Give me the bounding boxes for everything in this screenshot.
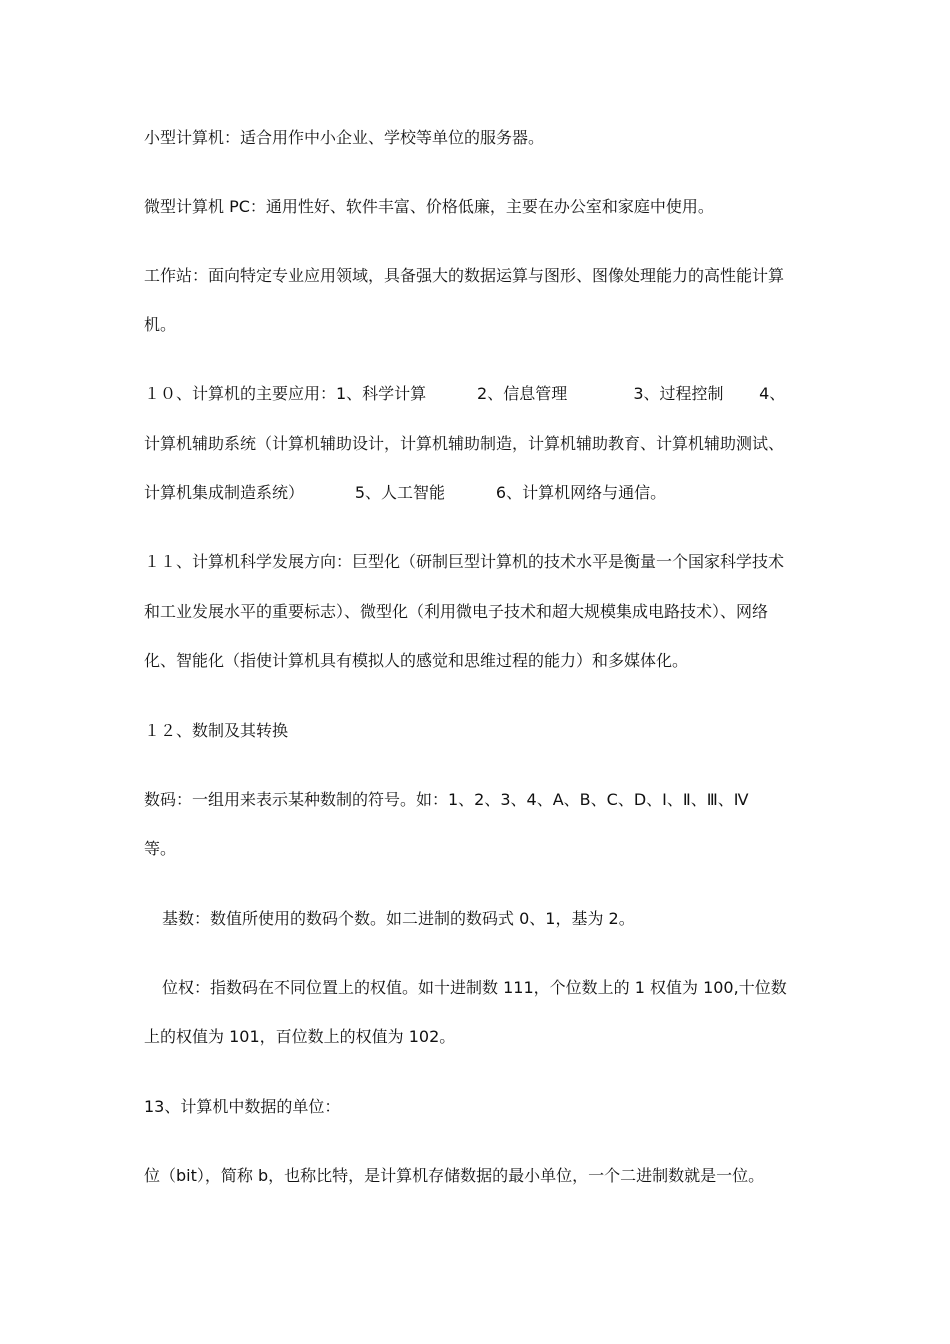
text-line: 微型计算机 PC：通用性好、软件丰富、价格低廉，主要在办公室和家庭中使用。: [144, 197, 714, 216]
text-line: 基数：数值所使用的数码个数。如二进制的数码式 0、1，基为 2。: [162, 909, 635, 928]
text-line: 小型计算机：适合用作中小企业、学校等单位的服务器。: [144, 128, 545, 147]
section-heading: １２、数制及其转换: [144, 721, 289, 740]
text-line: 计算机集成制造系统） 5、人工智能 6、计算机网络与通信。: [144, 483, 667, 502]
text-line: 化、智能化（指使计算机具有模拟人的感觉和思维过程的能力）和多媒体化。: [144, 651, 689, 670]
text-line: 数码：一组用来表示某种数制的符号。如：1、2、3、4、A、B、C、D、Ⅰ、Ⅱ、Ⅲ、Ⅳ: [144, 790, 749, 809]
text-line: 计算机辅助系统（计算机辅助设计，计算机辅助制造，计算机辅助教育、计算机辅助测试、: [144, 434, 785, 453]
text-line: 工作站：面向特定专业应用领域，具备强大的数据运算与图形、图像处理能力的高性能计算: [144, 266, 785, 285]
text-line: 等。: [144, 839, 177, 858]
section-heading: 13、计算机中数据的单位：: [144, 1097, 341, 1116]
text-line: １０、计算机的主要应用：1、科学计算 2、信息管理 3、过程控制 4、: [144, 384, 786, 403]
text-line: 和工业发展水平的重要标志）、微型化（利用微电子技术和超大规模集成电路技术）、网络: [144, 602, 769, 621]
text-line: 上的权值为 101，百位数上的权值为 102。: [144, 1027, 456, 1046]
text-line: 位权：指数码在不同位置上的权值。如十进制数 111，个位数上的 1 权值为 100,十位数: [162, 978, 787, 997]
text-line: 位（bit），简称 b，也称比特，是计算机存储数据的最小单位，一个二进制数就是一位。: [144, 1166, 765, 1185]
text-line: １１、计算机科学发展方向：巨型化（研制巨型计算机的技术水平是衡量一个国家科学技术: [144, 552, 785, 571]
text-line: 机。: [144, 315, 177, 334]
